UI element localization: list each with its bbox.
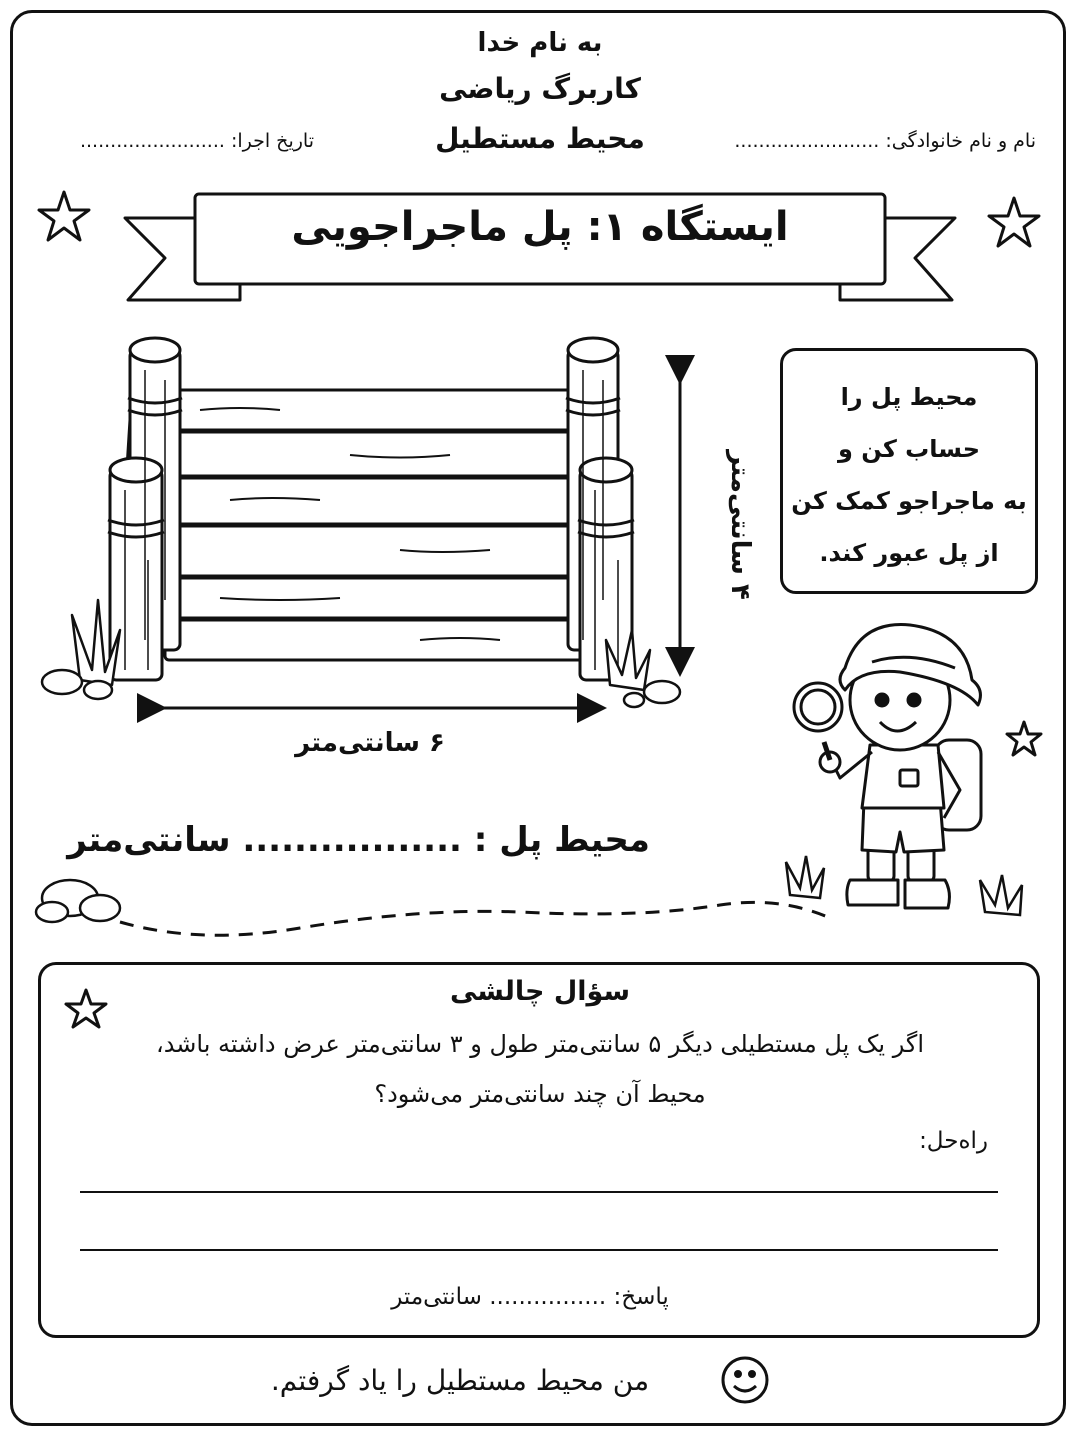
star-icon: [1007, 722, 1041, 755]
smiley-face-icon: [723, 1358, 767, 1402]
solution-label: راه‌حل:: [919, 1128, 988, 1154]
instruction-box: [780, 348, 1038, 594]
challenge-box: [38, 962, 1040, 1338]
rock-icon: [644, 681, 680, 703]
explorer-boy-illustration: [794, 625, 981, 908]
worksheet-title: کاربرگ ریاضی: [439, 72, 641, 105]
grass-icon: [786, 856, 824, 898]
name-field[interactable]: نام و نام خانوادگی: ........................: [734, 130, 1036, 152]
rock-icon: [42, 670, 82, 694]
rock-icon: [84, 681, 112, 699]
rock-icon: [624, 693, 644, 707]
dashed-path: [120, 902, 830, 935]
challenge-question-line1: اگر یک پل مستطیلی دیگر ۵ سانتی‌متر طول و ۳ سانتی‌متر عرض داشته باشد،: [155, 1030, 925, 1058]
topic-title: محیط مستطیل: [435, 122, 645, 155]
rock-icon: [80, 895, 120, 921]
challenge-answer-line[interactable]: پاسخ: ................ سانتی‌متر: [391, 1284, 669, 1310]
station-banner-title: ایستگاه ۱: پل ماجراجویی: [291, 204, 789, 250]
star-icon: [989, 198, 1039, 246]
bridge-illustration: [108, 338, 634, 680]
challenge-question-line2: محیط آن چند سانتی‌متر می‌شود؟: [374, 1080, 706, 1108]
instruction-line: حساب کن و: [837, 435, 981, 463]
rock-icon: [36, 902, 68, 922]
self-check-statement: من محیط مستطیل را یاد گرفتم.: [270, 1364, 650, 1397]
instruction-line: از پل عبور کند.: [819, 539, 999, 567]
bridge-width-label: ۶ سانتی‌متر: [295, 728, 445, 758]
bismillah-heading: به نام خدا: [477, 28, 603, 58]
perimeter-answer-line[interactable]: محیط پل : ................. سانتی‌متر: [67, 820, 650, 860]
date-field[interactable]: تاریخ اجرا: ........................: [79, 130, 314, 152]
star-icon: [39, 192, 89, 240]
instruction-line: به ماجراجو کمک کن: [791, 487, 1027, 515]
bridge-height-label: ۴ سانتی‌متر: [725, 450, 755, 600]
grass-icon: [980, 875, 1022, 915]
challenge-title: سؤال چالشی: [449, 976, 631, 1007]
instruction-line: محیط پل را: [840, 383, 978, 411]
